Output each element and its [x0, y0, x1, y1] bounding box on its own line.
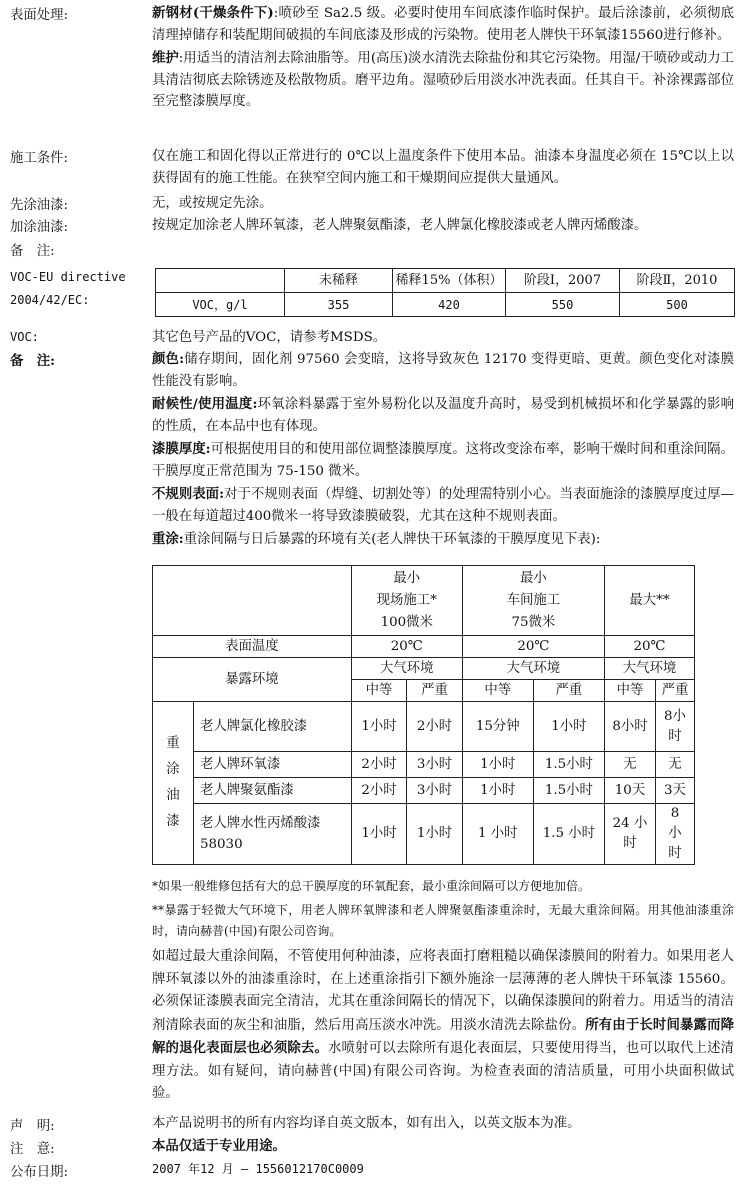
remark-text: 环氧涂料暴露于室外易粉化以及温度升高时，易受到机械损坏和化学暴露的影响的性质，在本品中也有体现。	[152, 397, 734, 434]
remark-title: 不规则表面:	[152, 486, 225, 502]
exposure-label: 暴露环境	[153, 658, 352, 702]
surface-prep-maintenance-title: 维护	[152, 50, 179, 66]
remark-text: 可根据使用目的和使用部位调整漆膜厚度。这将改变涂布率，影响干燥时间和重涂间隔。干膜厚度正常范围为 75-150 微米。	[152, 442, 734, 479]
label-voc: VOC:	[10, 330, 39, 344]
recoat-cell: 1小时	[407, 804, 463, 865]
voc-header-phase2: 阶段Ⅱ，2010	[620, 269, 735, 293]
statement-text: 本产品说明书的所有内容均译自英文版本，如有出入，以英文版本为准。	[152, 1116, 581, 1131]
recoat-cell: 8 小时	[656, 804, 695, 865]
recoat-col-field	[351, 566, 462, 636]
recoat-table	[152, 565, 695, 865]
footnote-1: *如果一般维修包括有大的总干膜厚度的环氧配套，最小重涂间隔可以方便地加倍。	[152, 879, 591, 893]
voc-header-undiluted: 未稀释	[285, 269, 393, 293]
recoat-cell: 无	[605, 752, 656, 778]
recoat-cell: 1.5小时	[533, 752, 604, 778]
label-statement: 声 明:	[10, 1119, 55, 1134]
recoat-cell: 1小时	[462, 778, 533, 804]
recoat-cell: 3天	[656, 778, 695, 804]
atmosphere-label: 大气环境	[351, 658, 462, 680]
label-topcoat: 加涂油漆:	[10, 220, 69, 235]
recoat-instructions-text: 如超过最大重涂间隔，不管使用何种油漆，应将表面打磨粗糙以确保漆膜间的附着力。如果用老人牌环氧漆以外的油漆重涂时，在上述重涂指引下额外施涂一层薄薄的老人牌快干环氧漆 15560。必须保证漆膜表面完全清洁，尤其在重涂间隔长的情况下，以确保漆膜间的附着力。用适当的清洁剂清除表面的灰尘和油脂，然后用高压淡水冲洗。用淡水清洗去除盐份。	[152, 949, 734, 1033]
recoat-group-char: 涂	[166, 762, 180, 777]
recoat-row-name: 老人牌水性丙烯酸漆58030	[194, 804, 352, 865]
recoat-cell: 2小时	[351, 752, 407, 778]
severe-label: 严重	[407, 680, 463, 702]
remark-title: 重涂:	[152, 531, 184, 547]
recoat-cell: 无	[656, 752, 695, 778]
voc-table	[155, 268, 735, 317]
recoat-cell: 24 小时	[605, 804, 656, 865]
issue-date-text: 2007 年12 月 – 1556012170C0009	[152, 1162, 364, 1176]
surface-prep-section	[152, 3, 734, 113]
voc-row-label: VOC，g/l	[156, 293, 285, 317]
atmosphere-label: 大气环境	[462, 658, 604, 680]
surface-prep-maintenance-text: :用适当的清洁剂去除油脂等。用(高压)淡水清洗去除盐份和其它污染物。用湿/干喷砂或动力工具清洁彻底去除锈迹及松散物质。磨平边角。湿喷砂后用淡水冲洗表面。任其自干。补涂裸露部位至完整漆膜厚度。	[152, 51, 735, 109]
recoat-cell: 1小时	[533, 702, 604, 752]
severe-label: 严重	[533, 680, 604, 702]
voc-header-diluted: 稀释15%（体积）	[393, 269, 506, 293]
surface-temp-value: 20℃	[605, 636, 695, 658]
recoat-col-field-line: 现场施工*	[376, 592, 437, 608]
medium-label: 中等	[462, 680, 533, 702]
severe-label: 严重	[656, 680, 695, 702]
recoat-instructions	[152, 946, 734, 1106]
recoat-group-label	[153, 702, 194, 865]
label-voc-eu-1: VOC-EU directive	[10, 270, 126, 284]
label-voc-eu-2: 2004/42/EC:	[10, 293, 90, 307]
voc-text: 其它色号产品的VOC，请参考MSDS。	[152, 330, 387, 345]
remarks-section	[152, 349, 734, 551]
remark-title: 耐候性/使用温度:	[152, 396, 258, 412]
surface-temp-label: 表面温度	[153, 636, 352, 658]
recoat-col-shop-line: 车间施工	[506, 592, 561, 608]
recoat-col-field-line: 100微米	[380, 614, 433, 630]
recoat-cell: 2小时	[351, 778, 407, 804]
recoat-cell: 8小时	[656, 702, 695, 752]
voc-header-empty	[156, 269, 285, 293]
primer-text: 无，或按规定先涂。	[152, 196, 273, 211]
medium-label: 中等	[351, 680, 407, 702]
recoat-col-shop-line: 最小	[520, 570, 547, 586]
remark-title: 颜色:	[152, 351, 185, 367]
medium-label: 中等	[605, 680, 656, 702]
recoat-row-name: 老人牌聚氨酯漆	[194, 778, 352, 804]
remark-text: 储存期间，固化剂 97560 会变暗，这将导致灰色 12170 变得更暗、更黄。颜色变化对漆膜性能没有影响。	[152, 352, 734, 389]
recoat-cell: 10天	[605, 778, 656, 804]
recoat-group-char: 重	[166, 736, 180, 751]
recoat-cell: 1.5小时	[533, 778, 604, 804]
recoat-instructions-bold: 所有由于长时间暴露而降解的退化表面层也必须除去。	[152, 1016, 735, 1056]
label-attention: 注 意:	[10, 1142, 55, 1157]
label-issue-date: 公布日期:	[10, 1165, 69, 1180]
voc-value: 550	[506, 293, 620, 317]
recoat-cell: 1小时	[351, 804, 407, 865]
recoat-col-field-line: 最小	[393, 570, 421, 586]
voc-value: 420	[393, 293, 506, 317]
voc-value: 500	[620, 293, 735, 317]
recoat-row-name: 老人牌氯化橡胶漆	[194, 702, 352, 752]
remark-title: 漆膜厚度:	[152, 441, 211, 457]
recoat-instructions-text: 水喷射可以去除所有退化表面层，只要使用得当，也可以取代上述清理方法。如有疑问，请向赫普(中国)有限公司咨询。为检查表面的清洁质量，可用小块面积做试验。	[152, 1041, 734, 1101]
recoat-row-name: 老人牌环氧漆	[194, 752, 352, 778]
recoat-corner	[153, 566, 352, 636]
voc-value: 355	[285, 293, 393, 317]
attention-text: 本品仅适于专业用途。	[152, 1138, 286, 1154]
recoat-cell: 1.5 小时	[533, 804, 604, 865]
surface-temp-value: 20℃	[462, 636, 604, 658]
recoat-cell: 1小时	[351, 702, 407, 752]
remark-text: 对于不规则表面（焊缝、切割处等）的处理需特别小心。当表面施涂的漆膜厚度过厚— 一般在每道超过400微米一将导致漆膜破裂，尤其在这种不规则表面。	[152, 487, 734, 524]
surface-prep-new-steel-title: 新钢材(干燥条件下)	[152, 5, 274, 21]
label-remarks-1: 备 注:	[10, 244, 55, 259]
footnote-2: **暴露于轻微大气环境下，用老人牌环氧牌漆和老人牌聚氨酯漆重涂时，无最大重涂间隔。用其他油漆重涂时，请向赫普(中国)有限公司咨询。	[152, 903, 734, 938]
recoat-cell: 2小时	[407, 702, 463, 752]
label-surface-prep: 表面处理:	[10, 8, 69, 23]
surface-prep-new-steel-text: :喷砂至 Sa2.5 级。必要时使用车间底漆作临时保护。最后涂漆前，必须彻底清理掉储存和装配期间破损的车间底漆及形成的污染物。使用老人牌快干环氧漆15560进行修补。	[152, 6, 734, 43]
label-remarks-2: 备 注:	[10, 353, 56, 369]
voc-header-phase1: 阶段Ⅰ，2007	[506, 269, 620, 293]
recoat-group-char: 油	[166, 788, 180, 803]
label-primer: 先涂油漆:	[10, 198, 69, 213]
recoat-cell: 1 小时	[462, 804, 533, 865]
recoat-cell: 1小时	[462, 752, 533, 778]
recoat-cell: 3小时	[407, 778, 463, 804]
recoat-cell: 15分钟	[462, 702, 533, 752]
remark-text: 重涂间隔与日后暴露的环境有关(老人牌快干环氧漆的干膜厚度见下表):	[183, 532, 601, 547]
topcoat-text: 按规定加涂老人牌环氧漆，老人牌聚氨酯漆，老人牌氯化橡胶漆或老人牌丙烯酸漆。	[152, 218, 648, 233]
recoat-cell: 3小时	[407, 752, 463, 778]
atmosphere-label: 大气环境	[605, 658, 695, 680]
recoat-group-char: 漆	[166, 814, 180, 829]
surface-temp-value: 20℃	[351, 636, 462, 658]
label-application-conditions: 施工条件:	[10, 151, 69, 166]
application-conditions-text: 仅在施工和固化得以正常进行的 0℃以上温度条件下使用本品。油漆本身温度必须在 15℃以上以获得固有的施工性能。在狭窄空间内施工和干燥期间应提供大量通风。	[152, 149, 734, 186]
recoat-col-max: 最大**	[605, 566, 695, 636]
recoat-cell: 8小时	[605, 702, 656, 752]
recoat-col-shop-line: 75微米	[511, 614, 556, 630]
recoat-col-shop	[462, 566, 604, 636]
